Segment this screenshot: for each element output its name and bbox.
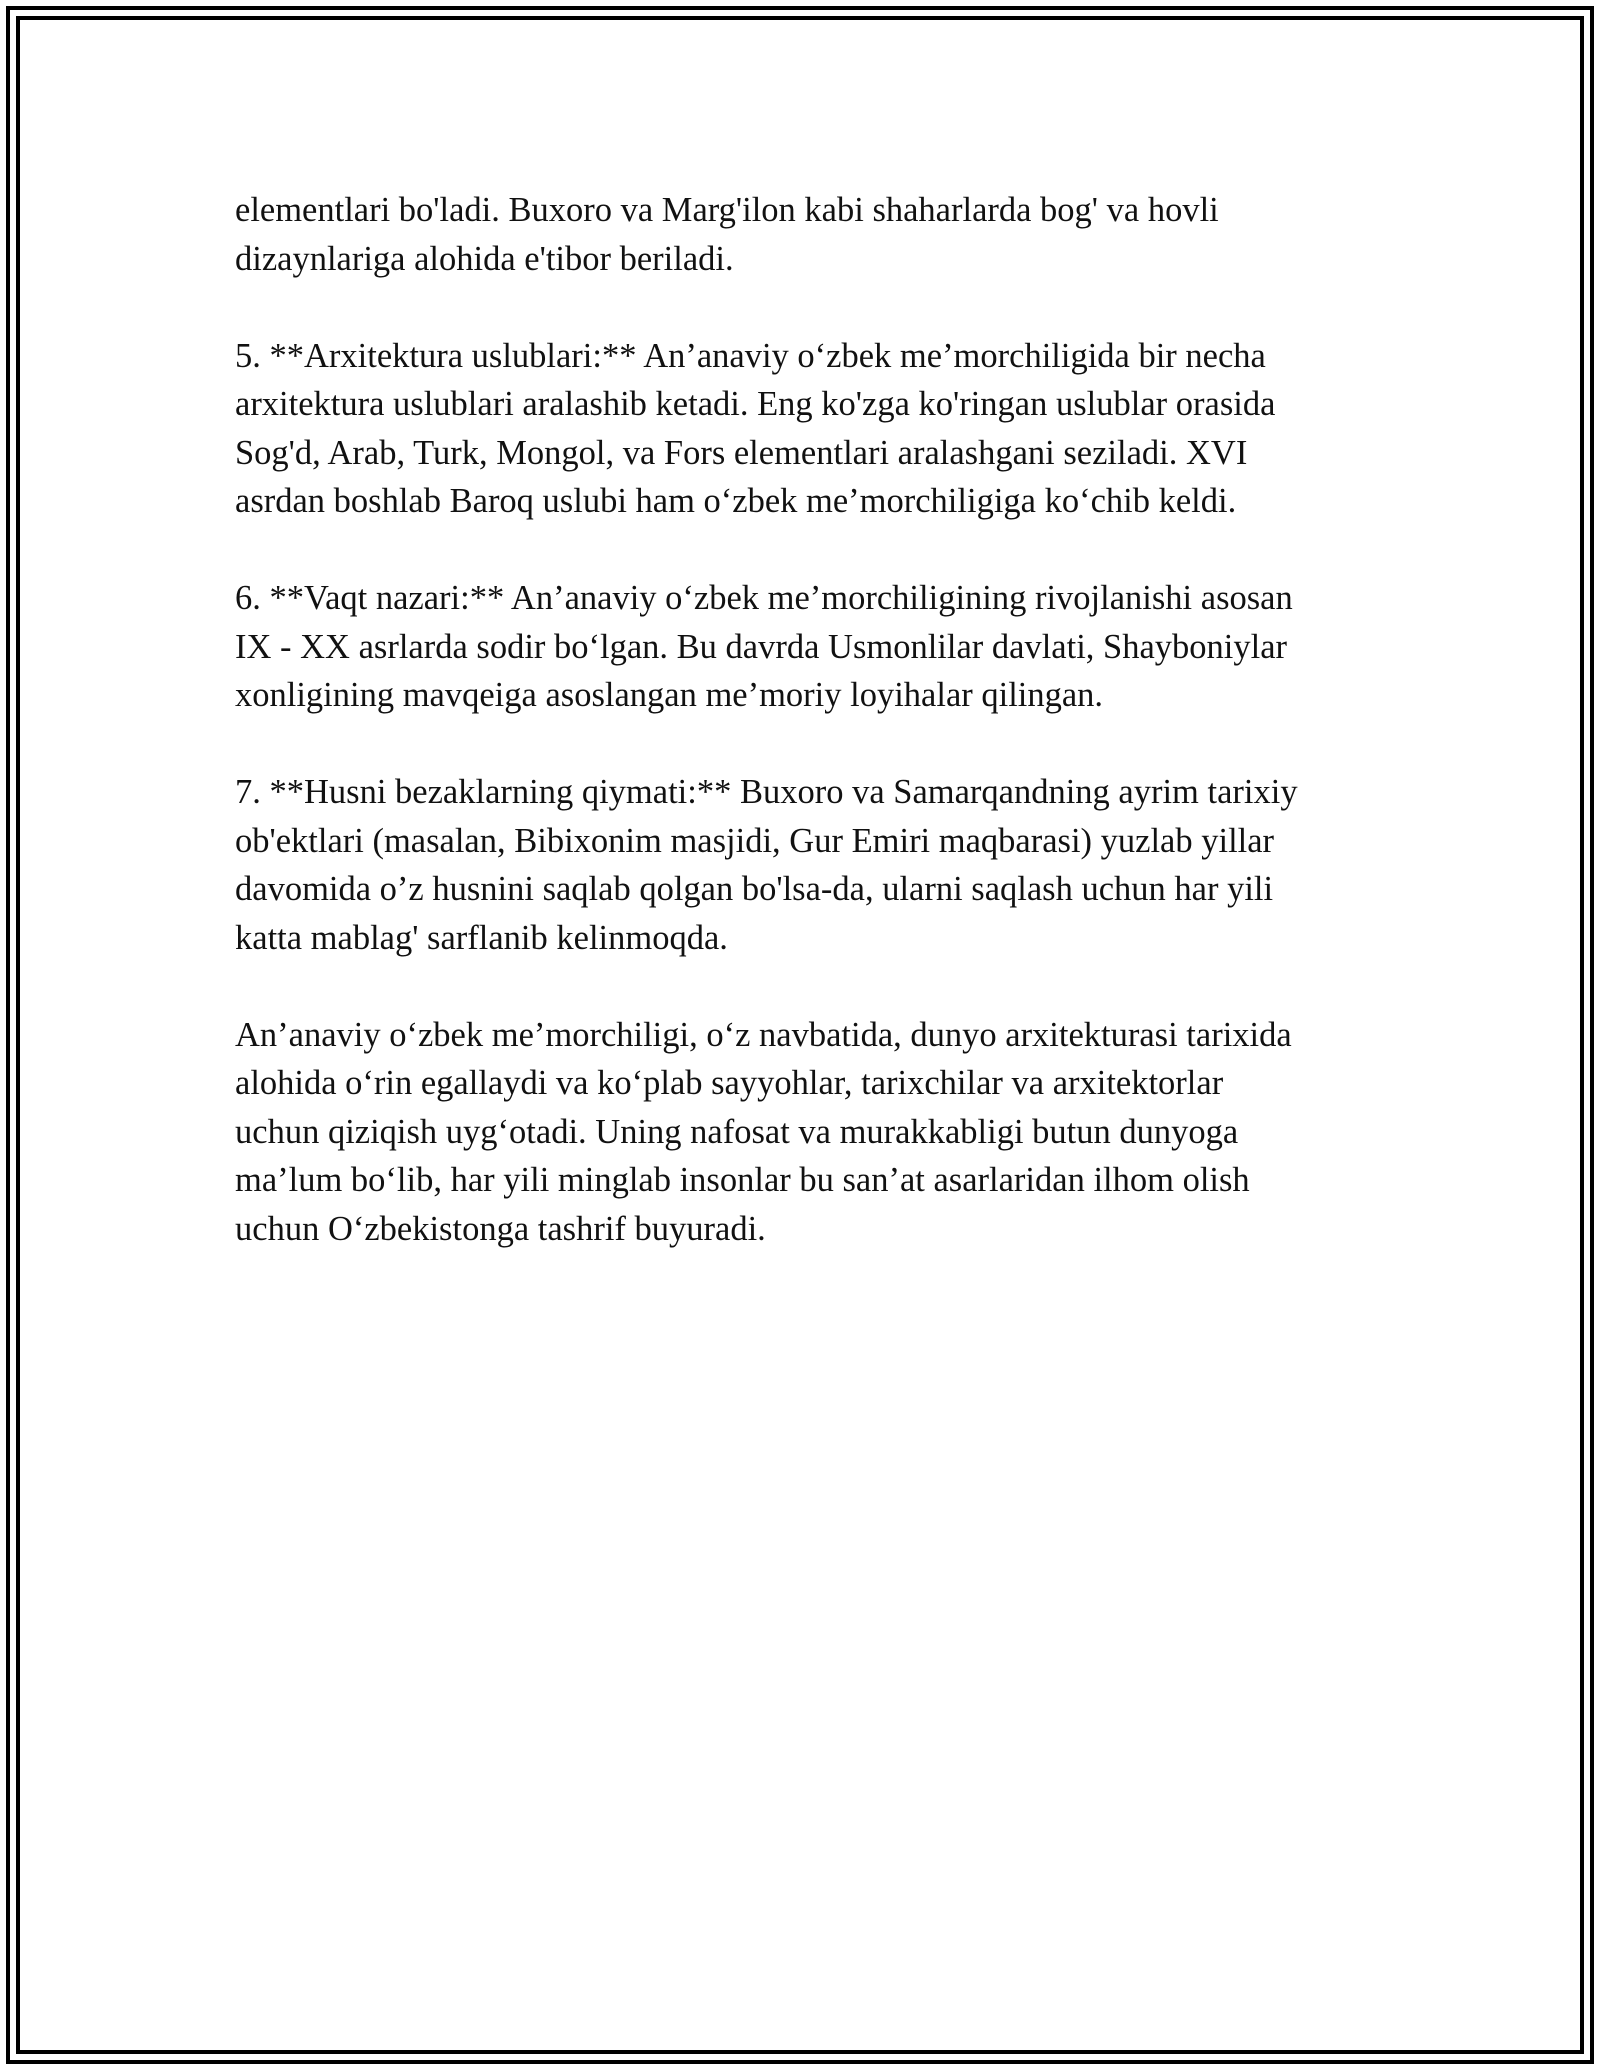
paragraph-gardens-continuation: elementlari bo'ladi. Buxoro va Marg'ilon kabi shaharlarda bog' va hovli dizaynlariga alohida e'tibor beriladi. [235, 191, 1219, 278]
paragraph-decoration-value: 7. **Husni bezaklarning qiymati:** Buxoro va Samarqandning ayrim tarixiy ob'ektlari (masalan, Bibixonim masjidi, Gur Emiri maqbarasi) yuzlab yillar davomida o’z husnini saqlab qolgan bo'lsa-da, ularni saqlash uchun har yili katta mablag' sarflanib kelinmoqda. [235, 773, 1298, 957]
paragraph-time-period: 6. **Vaqt nazari:** An’anaviy o‘zbek me’morchiligining rivojlanishi asosan IX - XX asrlarda sodir bo‘lgan. Bu davrda Usmonlilar davlati, Shayboniylar xonligining mavqeiga asoslangan me’moriy loyihalar qilingan. [235, 579, 1293, 714]
paragraph-architecture-styles: 5. **Arxitektura uslublari:** An’anaviy o‘zbek me’morchiligida bir necha arxitektura uslublari aralashib ketadi. Eng ko'zga ko'ringan uslublar orasida Sog'd, Arab, Turk, Mongol, va Fors elementlari aralashgani seziladi. XVI asrdan boshlab Baroq uslubi ham o‘zbek me’morchiligiga ko‘chib keldi. [235, 336, 1276, 520]
document-body [235, 186, 1375, 1302]
paragraph-conclusion: An’anaviy o‘zbek me’morchiligi, o‘z navbatida, dunyo arxitekturasi tarixida alohida o‘rin egallaydi va ko‘plab sayyohlar, tarixchilar va arxitektorlar uchun qiziqish uyg‘otadi. Uning nafosat va murakkabligi butun dunyoga ma’lum bo‘lib, har yili minglab insonlar bu san’at asarlaridan ilhom olish uchun O‘zbekistonga tashrif buyuradi. [235, 1015, 1292, 1248]
